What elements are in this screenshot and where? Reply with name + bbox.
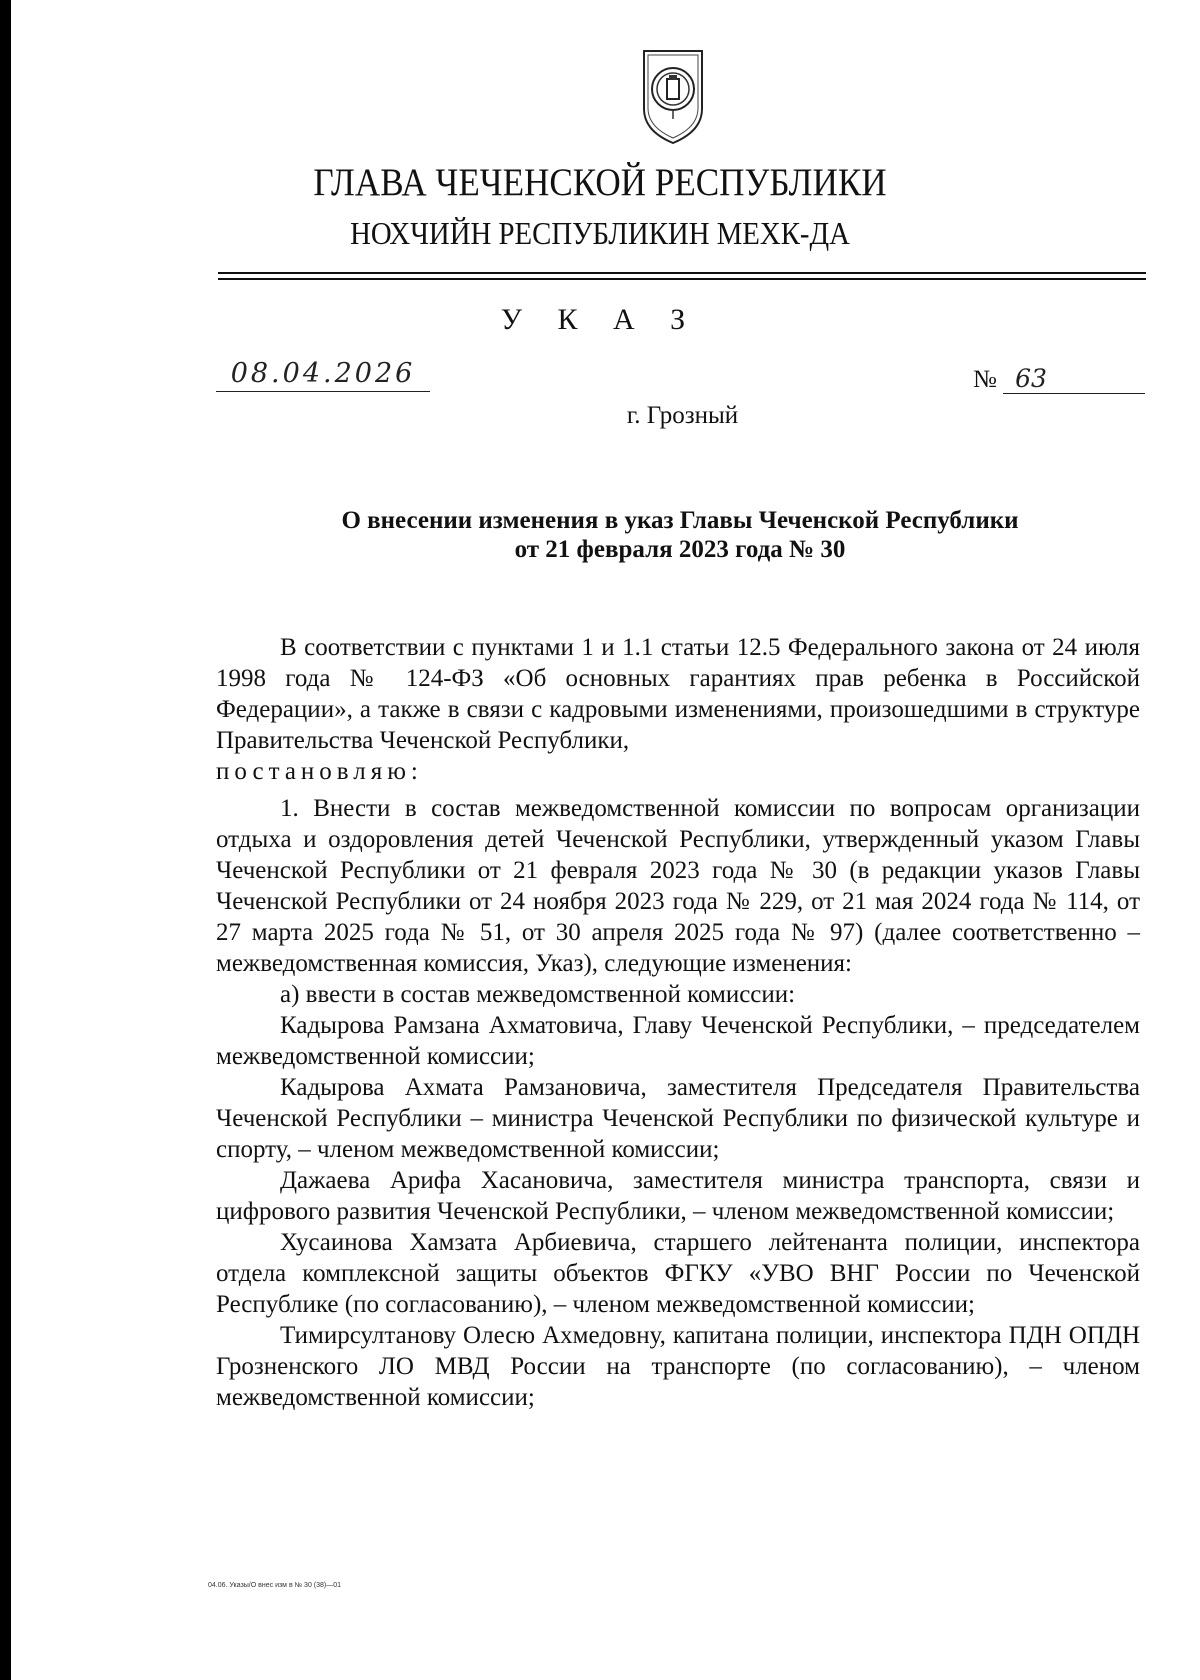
number-value: 63 <box>1003 364 1145 394</box>
document-date: 08.04.2026 <box>216 358 430 392</box>
issuer-title-chechen: НОХЧИЙН РЕСПУБЛИКИН МЕХК-ДА <box>350 215 850 251</box>
member-entry: Тимирсултанову Олесю Ахмедовну, капитана полиции, инспектора ПДН ОПДН Грозненского ЛО МВД России на транспорте (по согласованию), – членом межведомственной комиссии; <box>216 1322 1140 1411</box>
subitem-a: а) ввести в состав межведомственной комиссии: <box>280 981 796 1008</box>
title-line-2: от 21 февраля 2023 года № 30 <box>514 536 846 563</box>
member-entry: Дажаева Арифа Хасановича, заместителя министра транспорта, связи и цифрового развития Чеченской Республики, – членом межведомственной комиссии; <box>216 1167 1140 1225</box>
header-divider <box>218 272 1146 274</box>
preamble: В соответствии с пунктами 1 и 1.1 статьи 12.5 Федерального закона от 24 июля 1998 года № 124-ФЗ «Об основных гарантиях прав ребенка в Российской Федерации», а также в связи с кадровыми изменениями, произошедшими в структуре Правительства Чеченской Республики, <box>216 634 1140 754</box>
footer-code: 04.06. Указы/О внес изм в № 30 (38)—01 <box>208 1582 342 1589</box>
member-entry: Кадырова Рамзана Ахматовича, Главу Чеченской Республики, – председателем межведомственной комиссии; <box>216 1012 1140 1070</box>
member-entry: Хусаинова Хамзата Арбиевича, старшего лейтенанта полиции, инспектора отдела комплексной защиты объектов ФГКУ «УВО ВНГ России по Чеченской Республике (по согласованию), – членом межведомственной комиссии; <box>216 1229 1140 1318</box>
document-number <box>973 364 1145 394</box>
document-body <box>216 632 1140 1413</box>
number-prefix: № <box>973 366 997 393</box>
member-entry: Кадырова Ахмата Рамзановича, заместителя Председателя Правительства Чеченской Республики – министра Чеченской Республики по физической культуре и спорту, – членом межведомственной комиссии; <box>216 1074 1140 1163</box>
item-1: 1. Внести в состав межведомственной комиссии по вопросам организации отдыха и оздоровления детей Чеченской Республики, утвержденный указом Главы Чеченской Республики от 21 февраля 2023 года № 30 (в редакции указов Главы Чеченской Республики от 24 ноября 2023 года № 229, от 21 мая 2024 года № 114, от 27 марта 2025 года № 51, от 30 апреля 2025 года № 97) (далее соответственно – межведомственная комиссия, Указ), следующие изменения: <box>216 795 1140 977</box>
document-title <box>250 506 1110 564</box>
header-divider-thin <box>218 278 1146 280</box>
decree-word: постановляю: <box>216 758 423 785</box>
scan-edge <box>0 0 11 1680</box>
document-type: У К А З <box>500 303 700 336</box>
title-line-1: О внесении изменения в указ Главы Чеченской Республики <box>341 507 1019 534</box>
coat-of-arms-icon <box>638 47 708 147</box>
document-city: г. Грозный <box>626 402 739 429</box>
issuer-title: ГЛАВА ЧЕЧЕНСКОЙ РЕСПУБЛИКИ <box>313 161 887 204</box>
